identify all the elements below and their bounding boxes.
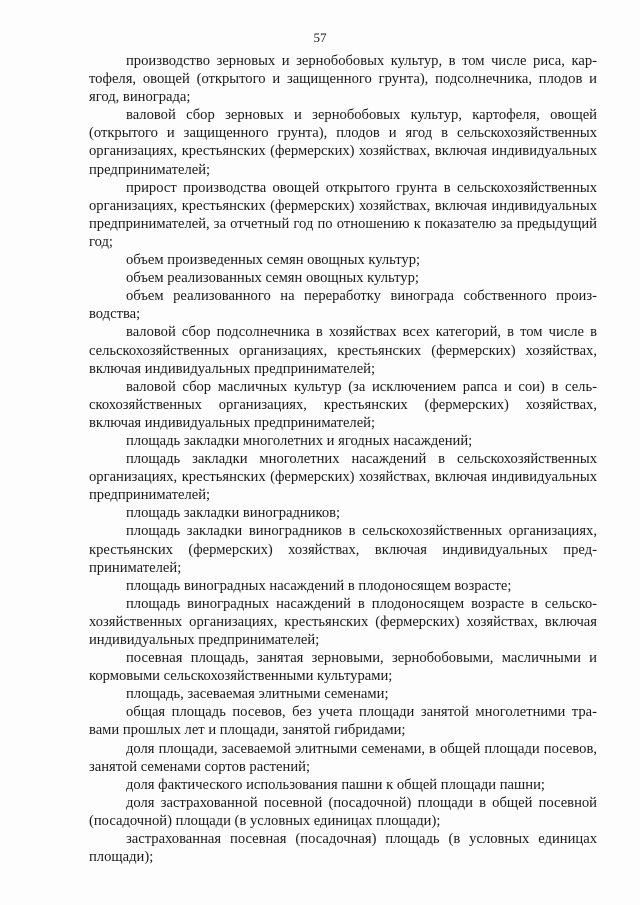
paragraph: доля застрахованной посевной (посадочной) площади в общей посевной (посадочной) площади (в условных единицах площади);	[89, 794, 597, 829]
paragraph: застрахованная посевная (посадочная) площадь (в условных единицах площади);	[89, 831, 597, 866]
paragraph: площадь закладки виноградников;	[126, 505, 341, 522]
page-number: 57	[313, 30, 327, 45]
paragraph: площадь виноградных насаждений в плодоносящем возрасте;	[126, 577, 512, 594]
paragraph: доля площади, засеваемой элитными семенами, в общей площади посевов, занятой семенами сортов растений;	[89, 740, 597, 775]
paragraph: площадь закладки многолетних насаждений в сельскохозяйственных организациях, крестьянских (фермерских) хозяйствах, включая индивидуальных предпринимателей;	[89, 451, 597, 504]
paragraph: площадь, засеваемая элитными семенами;	[126, 686, 389, 703]
paragraph: доля фактического использования пашни к общей площади пашни;	[126, 776, 545, 793]
paragraph: объем реализованного на переработку винограда собственного производства;	[89, 288, 597, 323]
paragraph: площадь виноградных насаждений в плодоносящем возрасте в сельскохозяйственных организациях, крестьянских (фермерских) хозяйствах, включая индивидуальных предпринимателей;	[89, 595, 597, 648]
paragraph: площадь закладки виноградников в сельскохозяйственных организациях, крестьянских (фермерских) хозяйствах, включая индивидуальных предпринимателей;	[89, 523, 597, 576]
paragraph: посевная площадь, занятая зерновыми, зернобобовыми, масличными и кормовыми сельскохозяйственными культурами;	[89, 650, 597, 685]
paragraph: объем произведенных семян овощных культур;	[126, 252, 421, 269]
paragraph: площадь закладки многолетних и ягодных насаждений;	[126, 432, 473, 449]
paragraph: производство зерновых и зернобобовых культур, в том числе риса, картофеля, овощей (открытого и защищенного грунта), подсолнечника, плодов и ягод, винограда;	[89, 53, 597, 106]
paragraph: объем реализованных семян овощных культур;	[126, 270, 419, 287]
paragraph: валовой сбор подсолнечника в хозяйствах всех категорий, в том числе в сельскохозяйственных организациях, крестьянских (фермерских) хозяйствах, включая индивидуальных предпринимателей;	[89, 324, 597, 377]
paragraph: общая площадь посевов, без учета площади занятой многолетними травами прошлых лет и площади, занятой гибридами;	[89, 704, 597, 739]
document-body	[89, 52, 597, 866]
paragraph: валовой сбор зерновых и зернобобовых культур, картофеля, овощей (открытого и защищенного грунта), плодов и ягод в сельскохозяйственных организациях, крестьянских (фермерских) хозяйствах, включая индивидуальных предпринимателей;	[89, 107, 597, 178]
paragraph: валовой сбор масличных культур (за исключением рапса и сои) в сельскохозяйственных организациях, крестьянских (фермерских) хозяйствах, включая индивидуальных предпринимателей;	[89, 378, 597, 431]
paragraph: прирост производства овощей открытого грунта в сельскохозяйственных организациях, крестьянских (фермерских) хозяйствах, включая индивидуальных предпринимателей, за отчетный год по отношению к показателю за предыдущий год;	[89, 179, 597, 250]
